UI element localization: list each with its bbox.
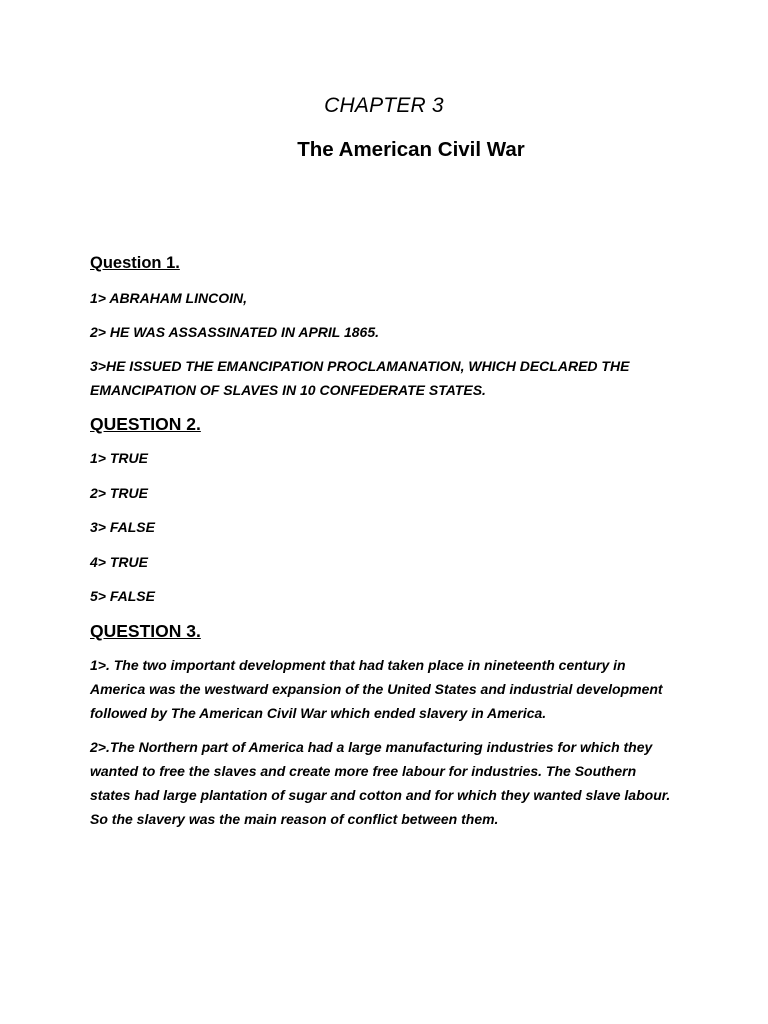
question-3-answer-2: 2>.The Northern part of America had a large manufacturing industries for which they wanted to free the slaves and create more free labour for industries. The Southern states had large plantation of sugar and cotton and for which they wanted slave labour. So the slavery was the main reason of conflict between them. (90, 738, 671, 827)
question-2-answer-3: 3> FALSE (90, 519, 155, 535)
question-1-answer-2: 2> HE WAS ASSASSINATED IN APRIL 1865. (90, 324, 380, 340)
document-title: The American Civil War (297, 138, 525, 161)
question-1-answer-1: 1> ABRAHAM LINCOIN, (90, 290, 247, 306)
question-1-answer-3: 3>HE ISSUED THE EMANCIPATION PROCLAMANATION, WHICH DECLARED THE EMANCIPATION OF SLAVES IN 10 CONFEDERATE STATES. (90, 358, 630, 398)
document-body (90, 252, 690, 841)
question-3-section (90, 619, 690, 831)
question-2-answer-4: 4> TRUE (90, 553, 148, 570)
question-2-answer-5: 5> FALSE (90, 588, 155, 604)
question-2-section (90, 412, 690, 608)
question-1-section (90, 252, 690, 402)
question-2-heading: QUESTION 2. (90, 414, 201, 434)
question-2-answer-1: 1> TRUE (90, 450, 148, 466)
chapter-label: CHAPTER 3 (324, 94, 444, 117)
question-3-answer-1: 1>. The two important development that had taken place in nineteenth century in America was the westward expansion of the United States and industrial development followed by The American Civil War which ended slavery in America. (90, 656, 663, 721)
question-3-heading: QUESTION 3. (90, 620, 201, 641)
question-2-answer-2: 2> TRUE (90, 484, 148, 501)
question-1-heading: Question 1. (90, 254, 180, 272)
